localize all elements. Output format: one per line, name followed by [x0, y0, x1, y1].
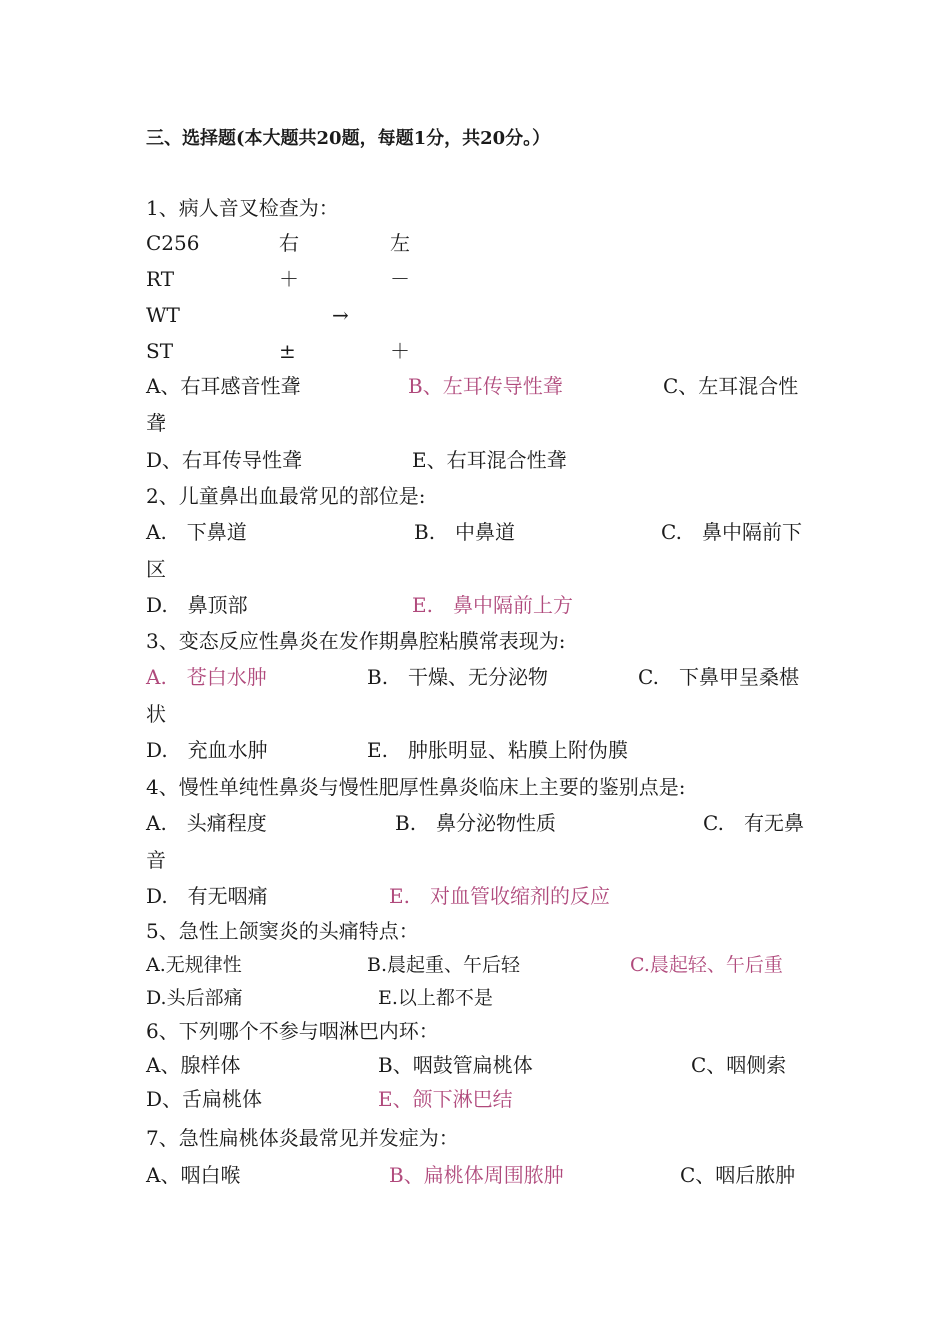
- option-b-answer: B、左耳传导性聋: [408, 374, 563, 398]
- options-row-wrap: [146, 555, 816, 583]
- option-d: D.头后部痛: [146, 987, 243, 1009]
- option-c-wrap: 音: [146, 848, 166, 872]
- option-c: C、左耳混合性: [663, 374, 799, 398]
- option-e: E.以上都不是: [378, 987, 493, 1009]
- question-text: 1、病人音叉检查为：: [146, 196, 339, 220]
- question-2: [146, 482, 816, 510]
- option-c: C. 有无鼻: [703, 811, 804, 835]
- question-1: [146, 194, 816, 222]
- tuning-fork-st-row: [146, 337, 816, 365]
- table-cell: C256: [146, 231, 200, 255]
- option-c: C、咽后脓肿: [680, 1163, 796, 1187]
- options-row: [146, 518, 816, 546]
- table-cell: ST: [146, 339, 174, 363]
- option-e-answer: E. 对血管收缩剂的反应: [389, 884, 610, 908]
- option-b: B. 干燥、无分泌物: [367, 665, 549, 689]
- option-a: A、右耳感音性聋: [146, 374, 301, 398]
- options-row: [146, 663, 816, 691]
- option-b: B. 鼻分泌物性质: [395, 811, 557, 835]
- option-c-wrap: 聋: [146, 411, 166, 435]
- option-a: A.无规律性: [146, 954, 242, 976]
- question-text: 4、慢性单纯性鼻炎与慢性肥厚性鼻炎临床上主要的鉴别点是:: [146, 775, 686, 799]
- options-row: [146, 951, 816, 979]
- table-cell: ＋: [279, 267, 299, 291]
- question-5: [146, 917, 816, 945]
- option-a: A. 下鼻道: [146, 520, 247, 544]
- option-c-wrap: 区: [146, 557, 166, 581]
- question-text: 5、急性上颌窦炎的头痛特点：: [146, 919, 419, 943]
- option-c: C. 鼻中隔前下: [661, 520, 802, 544]
- options-row: [146, 591, 816, 619]
- question-text: 2、儿童鼻出血最常见的部位是:: [146, 484, 426, 508]
- options-row-wrap: [146, 700, 816, 728]
- question-6: [146, 1017, 816, 1045]
- table-cell: －: [390, 267, 410, 291]
- options-row-wrap: [146, 409, 816, 437]
- question-text: 3、变态反应性鼻炎在发作期鼻腔粘膜常表现为:: [146, 629, 566, 653]
- option-c-wrap: 状: [146, 702, 166, 726]
- table-cell: 左: [390, 231, 410, 255]
- question-text: 6、下列哪个不参与咽淋巴内环：: [146, 1019, 439, 1043]
- option-e-answer: E. 鼻中隔前上方: [412, 593, 573, 617]
- option-d: D. 充血水肿: [146, 738, 268, 762]
- options-row: [146, 1051, 816, 1079]
- options-row: [146, 1085, 816, 1113]
- option-b: B、咽鼓管扁桃体: [378, 1053, 533, 1077]
- options-row: [146, 372, 816, 400]
- option-b: B. 中鼻道: [414, 520, 516, 544]
- option-d: D、舌扁桃体: [146, 1087, 263, 1111]
- question-3: [146, 627, 816, 655]
- options-row-wrap: [146, 846, 816, 874]
- options-row: [146, 736, 816, 764]
- option-e-answer: E、颌下淋巴结: [378, 1087, 513, 1111]
- options-row: [146, 882, 816, 910]
- option-a: A、腺样体: [146, 1053, 241, 1077]
- option-d: D. 有无咽痛: [146, 884, 268, 908]
- question-text: 7、急性扁桃体炎最常见并发症为：: [146, 1126, 459, 1150]
- tuning-fork-wt-row: [146, 301, 816, 329]
- option-d: D、右耳传导性聋: [146, 448, 303, 472]
- question-4: [146, 773, 816, 801]
- option-c-answer: C.晨起轻、午后重: [630, 954, 783, 976]
- question-7: [146, 1124, 816, 1152]
- right-arrow-icon: →: [332, 303, 349, 327]
- table-cell: RT: [146, 267, 175, 291]
- option-c: C、咽侧索: [691, 1053, 787, 1077]
- tuning-fork-rt-row: [146, 265, 816, 293]
- option-d: D. 鼻顶部: [146, 593, 248, 617]
- table-cell: ＋: [390, 339, 410, 363]
- options-row: [146, 809, 816, 837]
- options-row: [146, 446, 816, 474]
- option-b: B.晨起重、午后轻: [367, 954, 521, 976]
- table-cell: ±: [279, 339, 296, 363]
- option-a: A. 头痛程度: [146, 811, 267, 835]
- option-a-answer: A. 苍白水肿: [146, 665, 267, 689]
- section-title: 三、选择题(本大题共20题，每题1分，共20分。）: [146, 128, 551, 149]
- options-row: [146, 984, 816, 1012]
- table-cell: 右: [279, 231, 299, 255]
- option-a: A、咽白喉: [146, 1163, 241, 1187]
- option-e: E. 肿胀明显、粘膜上附伪膜: [367, 738, 628, 762]
- table-cell: WT: [146, 303, 180, 327]
- tuning-fork-header-row: [146, 229, 816, 257]
- option-b-answer: B、扁桃体周围脓肿: [389, 1163, 564, 1187]
- option-c: C. 下鼻甲呈桑椹: [638, 665, 799, 689]
- option-e: E、右耳混合性聋: [412, 448, 567, 472]
- options-row: [146, 1161, 816, 1189]
